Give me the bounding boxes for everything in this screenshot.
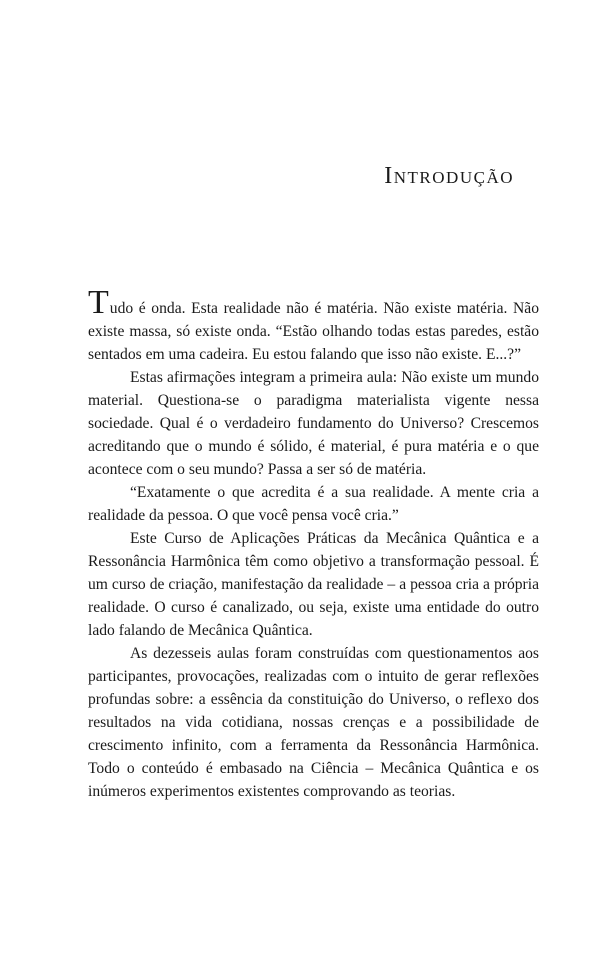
paragraph-5: As dezesseis aulas foram construídas com questionamentos aos participantes, provocações, realizadas com o intuito de gerar reflexões profundas sobre: a essência da constituição do Universo, o reflexo dos resultados na vida cotidiana, nossas crenças e a possibilidade de crescimento infinito, com a ferramenta da Ressonância Harmônica. Todo o conteúdo é embasado na Ciência – Mecânica Quântica e os inúmeros experimentos existentes comprovando as teorias. (88, 645, 539, 800)
drop-cap: T (88, 284, 109, 321)
paragraph-2: Estas afirmações integram a primeira aula: Não existe um mundo material. Questiona-se o paradigma materialista vigente nessa sociedade. Qual é o verdadeiro fundamento do Universo? Crescemos acreditando que o mundo é sólido, é material, é pura matéria e o que acontece com o seu mundo? Passa a ser só de matéria. (88, 369, 539, 478)
body-text (88, 284, 539, 803)
paragraph-3: “Exatamente o que acredita é a sua realidade. A mente cria a realidade da pessoa. O que você pensa você cria.” (88, 484, 539, 524)
paragraph-1-text: udo é onda. Esta realidade não é matéria. Não existe matéria. Não existe massa, só existe onda. “Estão olhando todas estas paredes, estão sentados em uma cadeira. Eu estou falando que isso não existe. E...?” (88, 300, 539, 363)
paragraph-4: Este Curso de Aplicações Práticas da Mecânica Quântica e a Ressonância Harmônica têm como objetivo a transformação pessoal. É um curso de criação, manifestação da realidade – a pessoa cria a própria realidade. O curso é canalizado, ou seja, existe uma entidade do outro lado falando de Mecânica Quântica. (88, 530, 539, 639)
paragraph-1 (88, 284, 539, 366)
chapter-title: Introdução (384, 163, 514, 189)
